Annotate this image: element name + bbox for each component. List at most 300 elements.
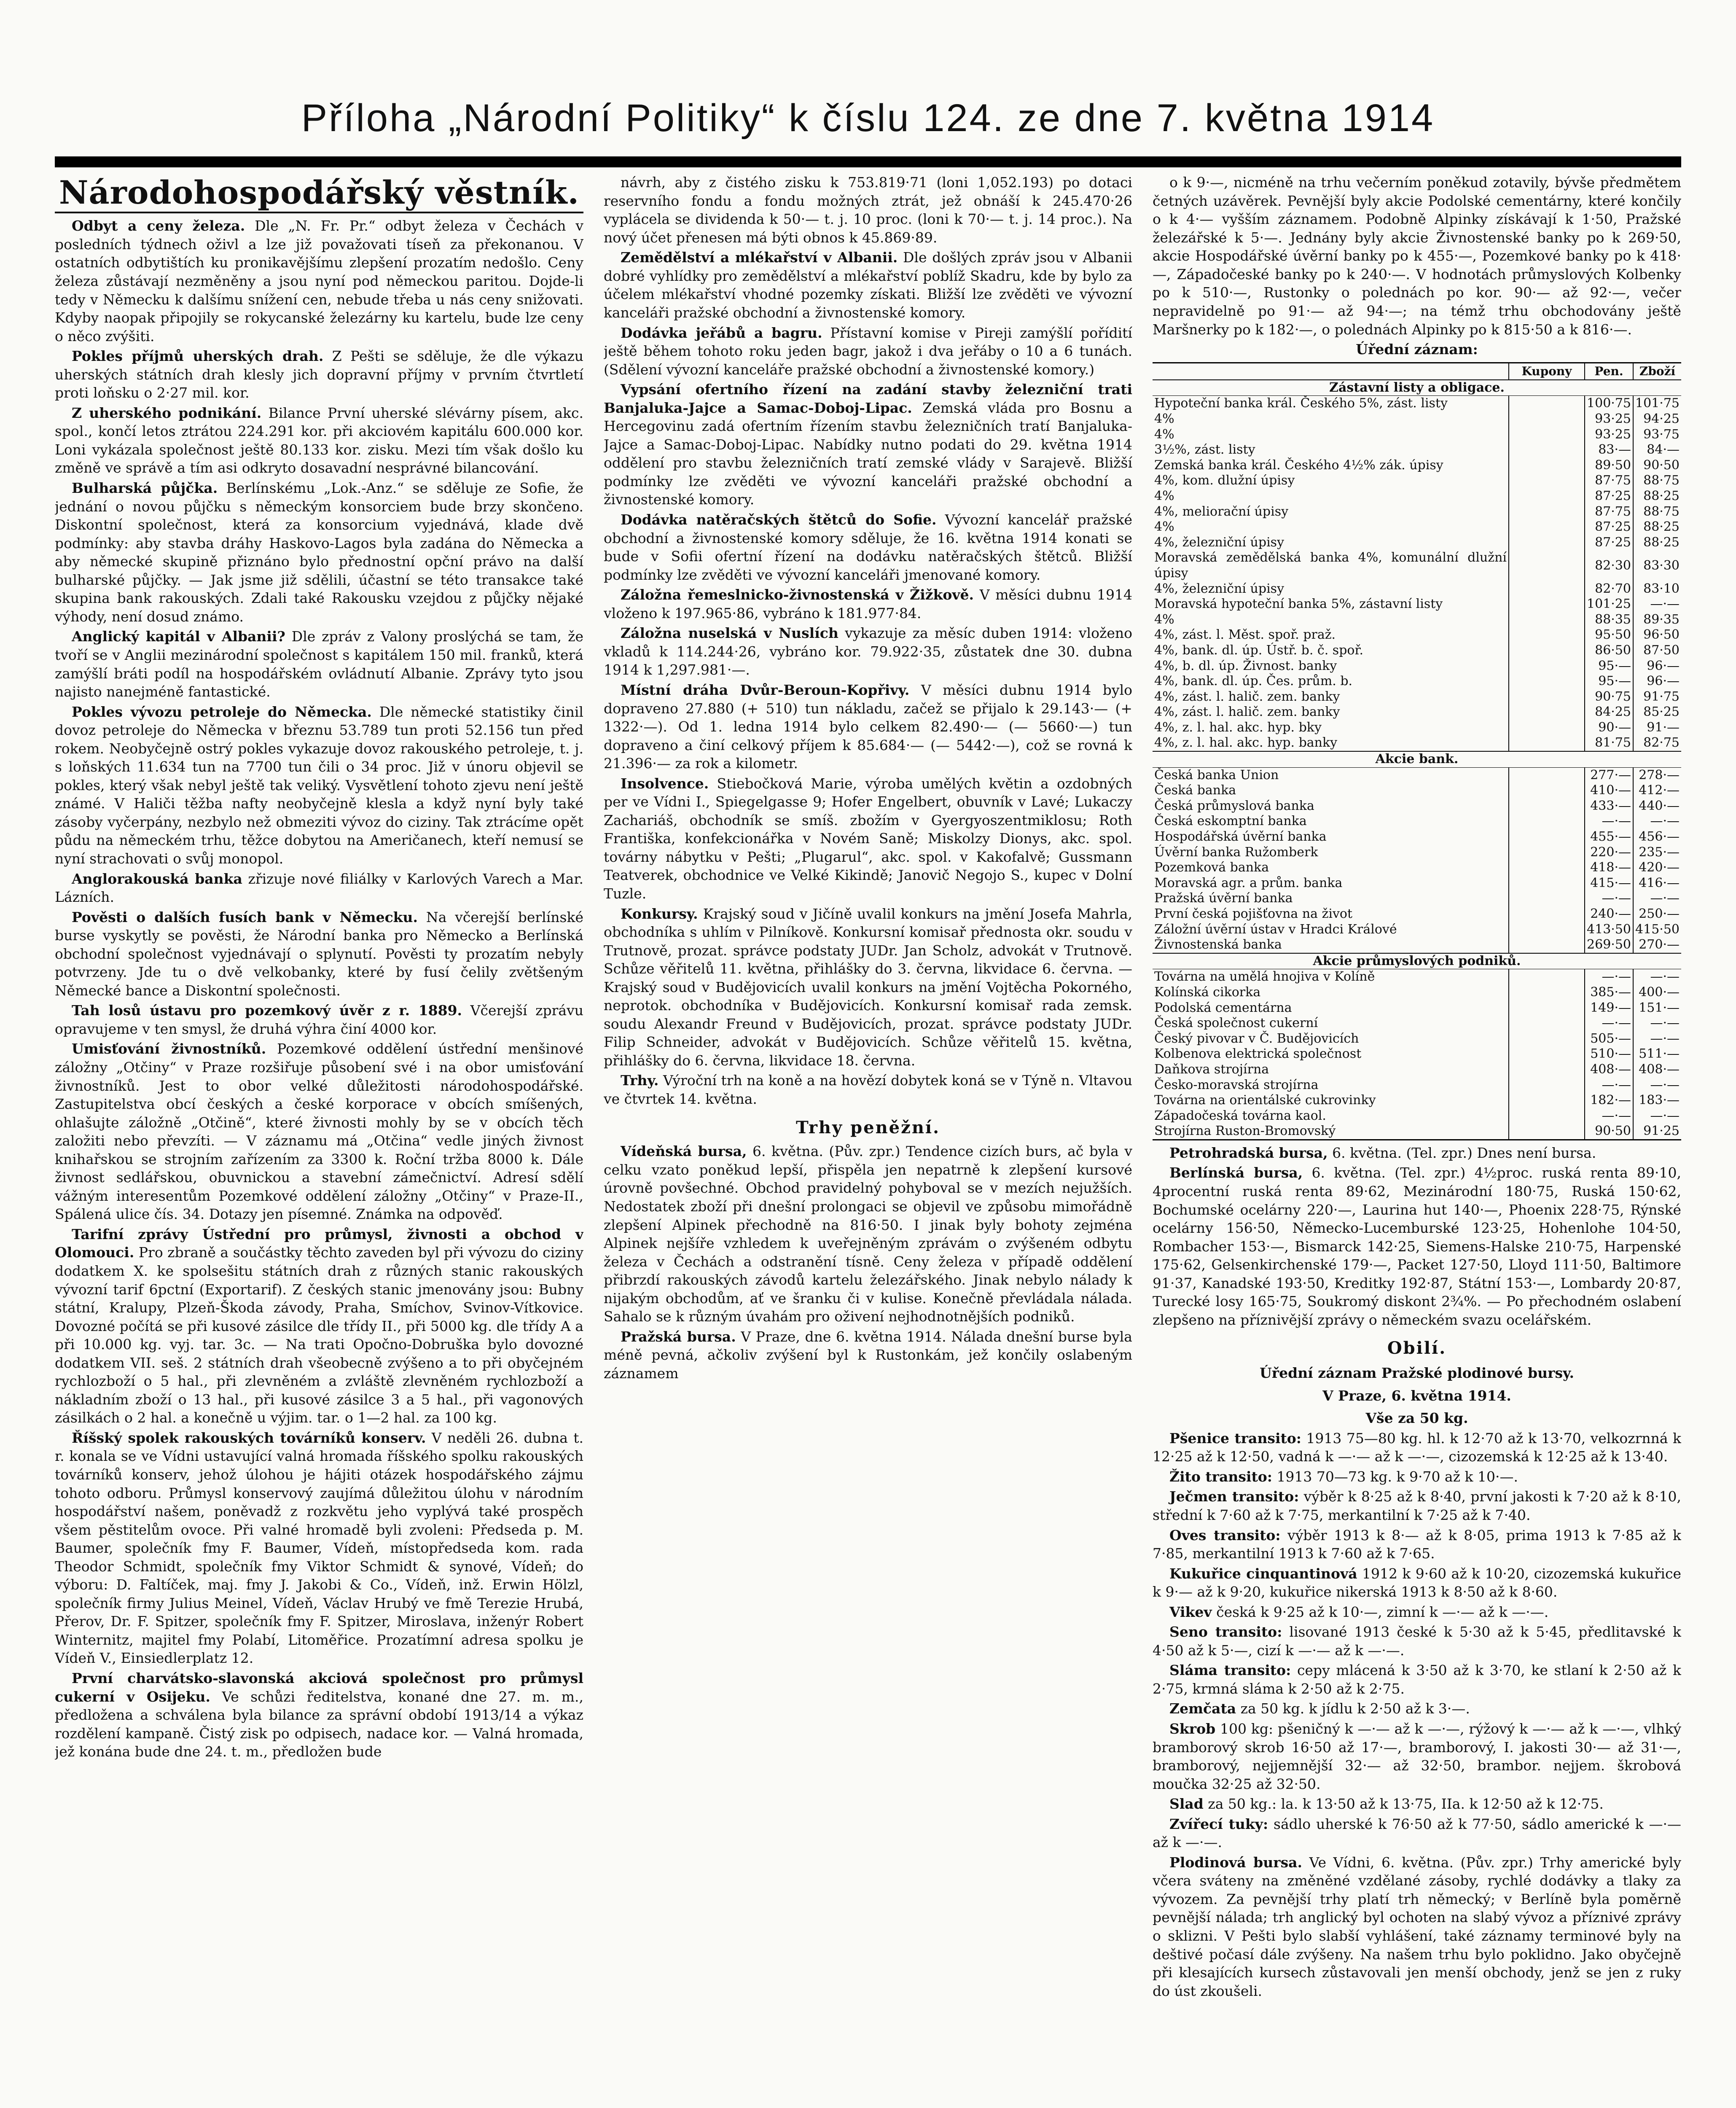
grain-item-title: Zemčata — [1169, 1700, 1236, 1717]
table-row — [1153, 597, 1681, 612]
security-name: 4%, zást. l. halič. zem. banky — [1154, 704, 1340, 720]
table-row — [1153, 814, 1681, 829]
news-item-title: Místní dráha Dvůr-Beroun-Kopřivy. — [621, 681, 910, 698]
ask-price: —·— — [1633, 1078, 1681, 1093]
news-item-title: Konkursy. — [621, 905, 698, 922]
ask-price: 91·75 — [1633, 689, 1681, 705]
bid-price: 240·— — [1585, 906, 1633, 922]
bid-price: —·— — [1585, 891, 1633, 906]
bid-price: 95·50 — [1585, 627, 1633, 643]
coupon-cell — [1509, 1031, 1585, 1047]
news-item — [55, 479, 583, 626]
grain-item — [1153, 1603, 1681, 1621]
market-item — [604, 1328, 1132, 1383]
coupon-cell — [1509, 922, 1585, 938]
security-name: Moravská agr. a prům. banka — [1154, 875, 1343, 890]
grain-item — [1153, 1468, 1681, 1486]
security-name: Kolínská cikorka — [1154, 984, 1261, 1000]
security-name: Česká průmyslová banka — [1154, 798, 1314, 813]
table-row — [1153, 489, 1681, 504]
bid-price: 410·— — [1585, 783, 1633, 799]
news-item — [55, 1669, 583, 1761]
grain-item-text: česká k 9·25 až k 10·—, zimní k —·— až k —·—. — [1216, 1603, 1549, 1620]
table-section-row — [1153, 953, 1681, 969]
bid-price: 87·75 — [1585, 473, 1633, 489]
security-name: Úvěrní banka Ružomberk — [1154, 844, 1318, 860]
ask-price: 83·10 — [1633, 581, 1681, 597]
ask-price: 91·25 — [1633, 1124, 1681, 1139]
market-item-text: 6. května. (Pův. zpr.) Tendence cizích burs, ač byla v celku vzato poněkud lepší, přispěla jen nepatrně k zlepšení kursové úrovně povšechné. Obchod pravidelný pohyboval se v mezích nejužších. Nedostatek zboží při dnešní prolongaci se objevil ve způsobu mimořádně zlepšení Alpinek přechodně na 816·50. I jinak byly bohoty zejména Alpinek nejšíře vzhledem k uveřejněným zprávám o zvýšeném odbytu železa v Čechách a odstranění tísně. Ceny železa v případě oddělení přibrzdí rakouských závodů kartelu železářského. Jinak nebylo nálady k nijakým obchodům, ať ve šranku či v kulise. Konečně převládala nálada. Sahalo se k různým úvahám pro oživení nejhodnotnějších podniků. — [604, 1143, 1132, 1325]
grain-item-title: Plodinová bursa. — [1169, 1854, 1303, 1871]
table-row — [1153, 735, 1681, 751]
news-item-title: Anglický kapitál v Albanii? — [72, 628, 285, 645]
table-row — [1153, 581, 1681, 597]
news-item — [604, 905, 1132, 1070]
market-item-text: V Praze, dne 6. května 1914. Nálada dnešní burse byla méně pevná, ačkoliv zvýšení byl k Rustonkám, jež končily oslabeným záznamem — [604, 1328, 1132, 1382]
bid-price: 418·— — [1585, 860, 1633, 876]
bid-price: 82·70 — [1585, 581, 1633, 597]
coupon-cell — [1509, 659, 1585, 674]
security-name: Česko-moravská strojírna — [1154, 1077, 1319, 1092]
table-row — [1153, 704, 1681, 720]
grain-item-text: 1913 70—73 kg. k 9·70 až k 10·—. — [1276, 1468, 1518, 1485]
news-item — [55, 1225, 583, 1427]
table-row — [1153, 1062, 1681, 1078]
table-row — [1153, 1093, 1681, 1108]
news-item-title: Dodávka jeřábů a bagru. — [621, 324, 822, 341]
news-item-text: Včerejší zprávu opravujeme v ten smysl, že druhá výhra činí 4000 kor. — [55, 1002, 583, 1037]
grain-item-text: za 50 kg. k jídlu k 2·50 až k 3·—. — [1240, 1700, 1470, 1717]
table-section-row — [1153, 751, 1681, 767]
bid-price: —·— — [1585, 969, 1633, 985]
ask-price: —·— — [1633, 891, 1681, 906]
grain-item-title: Žito transito: — [1169, 1468, 1272, 1485]
security-name: Pražská úvěrní banka — [1154, 891, 1293, 906]
coupon-cell — [1509, 937, 1585, 953]
table-row — [1153, 1016, 1681, 1031]
grain-item-text: 1913 75—80 kg. hl. k 12·70 až k 13·70, velkozrnná k 12·25 až k 12·50, vadná k —·— až k —·—, cizozemská k 12·25 až k 13·40. — [1153, 1430, 1681, 1465]
grain-item-text: výběr 1913 k 8·— až k 8·05, prima 1913 k 7·85 až k 7·85, merkantilní 1913 k 7·60 až k 7·65. — [1153, 1527, 1681, 1562]
news-item-text: Berlínskému „Lok.-Anz.“ se sděluje ze Sofie, že jednání o novou půjčku s německým konsorciem bude brzy skončeno. Diskontní společnost, která za konsorcium vyjednává, klade dvě podmínky: aby stavba dráhy Haskovo-Lagos byla zadána do Německa a aby německé skupině přiznáno bylo přednostní opční právo na další bulharské půjčky. — Jak jsme již sdělili, účastní se této transakce také skupina bank rakouských. Zdali také Rakousku vzejdou z půjčky nějaké výhody, není dosud známo. — [55, 480, 583, 625]
grain-item-text: Ve Vídni, 6. května. (Pův. zpr.) Trhy americké byly včera sváteny na změněné vzdělané zásoby, rychlé dodávky a tlaky za vývozem. Za pevnější trhy platí trh německý; v Berlíně byla poměrně pevnější nálada; trh anglický byl ochoten na slabý vývoz a příznivé zprávy o sklizni. V Pešti bylo slabší vyhlášení, také záznamy terminové byly na deštivé počasí dále zvýšeny. Na našem trhu bylo poklidno. Jako obyčejně při klesajících kursech zůstavovali jen menší obchody, jenž se jen z ruky do úst zkoušeli. — [1153, 1854, 1681, 1999]
table-row — [1153, 1000, 1681, 1016]
security-name: Západočeská továrna kaol. — [1154, 1108, 1326, 1123]
security-name: Daňkova strojírna — [1154, 1062, 1269, 1077]
ask-price: 91·— — [1633, 720, 1681, 736]
bid-price: 81·75 — [1585, 735, 1633, 751]
bid-price: 415·— — [1585, 876, 1633, 891]
grain-item-title: Oves transito: — [1169, 1527, 1281, 1543]
security-name: 4% — [1154, 519, 1174, 535]
news-item — [55, 908, 583, 1000]
security-name: Zemská banka král. Českého 4½% zák. úpisy — [1154, 457, 1443, 473]
market-item-title: Vídeňská bursa, — [621, 1143, 747, 1160]
grain-item-text: za 50 kg.: la. k 13·50 až k 13·75, IIa. k 12·50 až k 12·75. — [1208, 1796, 1604, 1812]
column-2-intro: návrh, aby z čistého zisku k 753.819·71 (loni 1,052.193) po dotaci reservního fondu a fondu možných ztrát, jež obnáší k 245.470·26 vyplácela se dividenda k 50·— t. j. 10 proc. (loni k 70·— t. j. 14 proc.). Na nový účet přenesen má býti obnos k 45.869·89. — [604, 174, 1132, 246]
table-row — [1153, 659, 1681, 674]
table-row — [1153, 396, 1681, 411]
news-item-text: Dle „N. Fr. Pr.“ odbyt železa v Čechách v posledních týdnech oživl a lze již považovati tíseň za překonanou. V ostatních odbytištích ku pronikavějšímu zlepšení prozatím nedošlo. Ceny železa zůstávají nezměněny a jsou nyní pod německou paritou. Dojde-li tedy v Německu k dalšímu snížení cen, nebude třeba u nás ceny snižovati. Kdyby naopak připojily se rokycanské železárny ku kartelu, bude lze ceny o něco zvýšiti. — [55, 218, 583, 344]
news-item — [604, 624, 1132, 679]
ask-price: 88·25 — [1633, 489, 1681, 504]
coupon-cell — [1509, 550, 1585, 581]
grain-item-title: Skrob — [1169, 1721, 1216, 1737]
ask-price: 85·25 — [1633, 704, 1681, 720]
table-row — [1153, 969, 1681, 985]
table-row — [1153, 922, 1681, 938]
ask-price: 151·— — [1633, 1000, 1681, 1016]
news-item-text: Ve schůzi ředitelstva, konané dne 27. m. m., předložena a schválena byla bilance za správní období 1913/14 a výkaz rozdělení kampaně. Čistý zisk po odpisech, nadace kor. — Valná hromada, jež konána bude dne 24. t. m., předložen bude — [55, 1688, 583, 1760]
coupon-cell — [1509, 876, 1585, 891]
ask-price: 88·75 — [1633, 473, 1681, 489]
ask-price: 89·35 — [1633, 612, 1681, 628]
masthead: Příloha „Národní Politiky“ k číslu 124. ze dne 7. května 1914 — [301, 97, 1435, 140]
ask-price: 90·50 — [1633, 458, 1681, 473]
news-item-text: Bilance První uherské slévárny písem, akc. spol., končí letos ztrátou 224.291 kor. při akciovém kapitálu 600.000 kor. Loni vykázala společnost ještě 80.133 kor. zisku. Mezi tím však došlo ku změně ve správě a tím asi odkryto dosavadní nesprávné bilancování. — [55, 404, 583, 476]
ask-price: 440·— — [1633, 799, 1681, 814]
coupon-cell — [1509, 535, 1585, 551]
grain-subheading: Úřední záznam Pražské plodinové bursy. — [1260, 1365, 1574, 1382]
news-item — [55, 217, 583, 345]
coupon-cell — [1509, 1000, 1585, 1016]
ask-price: 420·— — [1633, 860, 1681, 876]
rates-table-wrap — [1153, 362, 1681, 1140]
table-row — [1153, 458, 1681, 473]
column-3-intro: o k 9·—, nicméně na trhu večerním poněkud zotavily, bývše předmětem četných uzávěrek. Pevnější byly akcie Podolské cementárny, které končily o k 4·— vyšším záznamem. Podobně Alpinky získávají k 1·50, Pražské železářské k 5·—. Jednány byly akcie Živnostenské banky po k 269·50, akcie Hospodářské úvěrní banky po k 455·—, Pozemkové banky po k 418·—, Západočeské banky po k 240·—. V hodnotách průmyslových Kolbenky po k 510·—, Rustonky o polednách po kor. 90·— až 92·—, večer nepravidelně po 91·— až 94·—; na témž trhu obchodovány ještě Maršnerky po k 182·—, o polednách Alpinky po k 815·50 a k 816·—. — [1153, 174, 1681, 338]
coupon-cell — [1509, 643, 1585, 659]
grain-item — [1153, 1815, 1681, 1852]
ask-price: 408·— — [1633, 1062, 1681, 1078]
news-item-text: Pozemkové oddělení ústřední menšinové záložny „Otčiny“ v Praze rozšiřuje působení své i na obor umisťování živnostníků. Jest to obor velké důležitosti národohospodářské. Zastupitelstva obcí českých a české korporace v obcích smíšených, ohlašujte záložně „Otčině“, které živnosti mohly by se v obcích těch založiti nebo převzíti. — V záznamu má „Otčina“ vedle jiných živnost knihařskou se strojním zařízením za 3300 k. Roční tržba 8000 k. Dále živnost sedlářskou, obuvnickou a stavební zámečnictví. Adresí sdělí vážným interesentům Pozemkové oddělení záložny „Otčiny“ v Praze-II., Spálená ulice čís. 34. Dotazy jen písemné. Známka na odpověď. — [55, 1041, 583, 1223]
coupon-cell — [1509, 612, 1585, 628]
coupon-cell — [1509, 783, 1585, 799]
security-name: 4%, kom. dlužní úpisy — [1154, 473, 1295, 488]
news-item — [604, 511, 1132, 584]
coupon-cell — [1509, 906, 1585, 922]
grain-item — [1153, 1699, 1681, 1718]
bid-price: 87·25 — [1585, 519, 1633, 535]
security-name: 4%, z. l. hal. akc. hyp. banky — [1154, 735, 1338, 750]
news-item-title: Umisťování živnostníků. — [72, 1041, 266, 1057]
bid-price: 84·25 — [1585, 704, 1633, 720]
bid-price: 87·25 — [1585, 535, 1633, 551]
grain-item — [1153, 1526, 1681, 1563]
grain-item — [1153, 1565, 1681, 1601]
coupon-cell — [1509, 814, 1585, 829]
grain-item-title: Sláma transito: — [1169, 1662, 1291, 1679]
news-item-text: Přístavní komise v Pireji zamýšlí pořídití ještě během tohoto roku jeden bagr, jakož i dva jeřáby o 10 a 6 tunách. (Sdělení vývozní kanceláře pražské obchodní a živnostenské komory.) — [604, 324, 1132, 378]
news-item-text: Krajský soud v Jičíně uvalil konkurs na jmění Josefa Mahrla, obchodníka s uhlím v Pilníkově. Konkursní komisař přednosta okr. soudu v Trutnově, prozat. správce podstaty JUDr. Jan Scholz, advokát v Trutnově. Schůze věřitelů 11. května, přihlášky do 3. června, likvidace 6. června. — Krajský soud v Budějovicích uvalil konkurs na jmění Vojtěcha Pokorného, neprotok. obchodníka v Budějovicích. Konkursní komisař rada zemsk. soudu Alexandr Freund v Budějovicích, prozat. správce podstaty JUDr. Filip Schneider, advokát v Budějovicích. Schůze věřitelů 15. května, přihlášky do 6. června, likvidace 18. června. — [604, 905, 1132, 1069]
coupon-cell — [1509, 597, 1585, 612]
bid-price: 433·— — [1585, 799, 1633, 814]
bid-price: 182·— — [1585, 1093, 1633, 1108]
bourse-item — [1153, 1144, 1681, 1162]
news-item — [55, 1040, 583, 1223]
news-item — [604, 1071, 1132, 1108]
ask-price: —·— — [1633, 1016, 1681, 1031]
ask-price: 84·— — [1633, 442, 1681, 458]
news-item-title: Z uherského podnikání. — [72, 404, 262, 421]
security-name: Továrna na orientálské cukrovinky — [1154, 1093, 1376, 1108]
table-row — [1153, 1124, 1681, 1139]
news-item — [55, 870, 583, 906]
table-row — [1153, 720, 1681, 736]
coupon-cell — [1509, 860, 1585, 876]
table-row — [1153, 504, 1681, 520]
news-item-title: Odbyt a ceny železa. — [72, 218, 245, 234]
grain-item-text: lisované 1913 české k 5·30 až k 5·45, předlitavské k 4·50 až k 5·—, cizí k —·— až k —·—. — [1153, 1624, 1681, 1659]
table-row — [1153, 876, 1681, 891]
news-item — [604, 324, 1132, 379]
coupon-cell — [1509, 581, 1585, 597]
news-item-title: První charvátsko-slavonská akciová společnost pro průmysl cukerní v Osijeku. — [55, 1670, 583, 1705]
news-item-text: Dle německé statistiky činil dovoz petroleje do Německa v březnu 53.789 tun proti 52.156 tun před rokem. Neobyčejně ostrý pokles vykazuje dovoz rakouského petroleje, t. j. s loňských 11.634 tun na 7700 tun čili o 34 proc. Již v únoru objevil se pokles, který však nebyl ještě tak veliký. Vysvětlení tohoto zjevu není ještě známé. V Haliči těžba nafty neobyčejně klesla a když nyní byly také zásoby vyčerpány, nezbylo než obmeziti vývoz do ciziny. Tak ztrácíme opět půdu na německém trhu, těžce dobytou na Američanech, kteří nemusí se nyní strachovati o svůj monopol. — [55, 703, 583, 867]
coupon-cell — [1509, 969, 1585, 985]
grain-item-text: cepy mlácená k 3·50 až k 3·70, ke stlaní k 2·50 až k 2·75, krmná sláma k 2·50 až k 2·75. — [1153, 1662, 1681, 1697]
news-item-title: Pověsti o dalších fusích bank v Německu. — [72, 909, 418, 925]
grain-item — [1153, 1661, 1681, 1698]
news-item — [604, 586, 1132, 622]
grain-item — [1153, 1853, 1681, 2000]
bid-price: 385·— — [1585, 985, 1633, 1000]
security-name: Podolská cementárna — [1154, 1000, 1292, 1015]
ask-price: —·— — [1633, 1031, 1681, 1047]
news-item-title: Bulharská půjčka. — [72, 480, 218, 497]
column-2 — [604, 173, 1132, 2108]
security-name: 4%, železniční úpisy — [1154, 535, 1285, 550]
security-name: Česká eskomptní banka — [1154, 814, 1307, 829]
security-name: Česká banka Union — [1154, 767, 1279, 782]
news-item-text: Výroční trh na koně a na hovězí dobytek koná se v Týně n. Vltavou ve čtvrtek 14. května. — [604, 1072, 1132, 1107]
bid-price: 86·50 — [1585, 643, 1633, 659]
coupon-cell — [1509, 442, 1585, 458]
ask-price: 412·— — [1633, 783, 1681, 799]
news-item-text: vykazuje za měsíc duben 1914: vloženo vkladů k 114.244·26, vybráno kor. 79.922·35, zůstatek dne 30. dubna 1914 k 1,297.981·—. — [604, 625, 1132, 678]
grain-item — [1153, 1720, 1681, 1793]
security-name: Hospodářská úvěrní banka — [1154, 829, 1327, 844]
table-row — [1153, 985, 1681, 1000]
coupon-cell — [1509, 1124, 1585, 1139]
news-item-title: Insolvence. — [621, 775, 709, 792]
bid-price: 505·— — [1585, 1031, 1633, 1047]
security-name: 4% — [1154, 612, 1174, 627]
table-row — [1153, 829, 1681, 845]
table-row — [1153, 612, 1681, 628]
security-name: 4% — [1154, 488, 1174, 503]
bid-price: 90·75 — [1585, 689, 1633, 705]
table-section-row — [1153, 380, 1681, 396]
ask-price: 82·75 — [1633, 735, 1681, 751]
news-item-title: Říšský spolek rakouských továrníků konserv. — [72, 1429, 426, 1446]
table-row — [1153, 689, 1681, 705]
ask-price: 270·— — [1633, 937, 1681, 953]
news-item-title: Pokles vývozu petroleje do Německa. — [72, 703, 372, 720]
market-item-title: Pražská bursa. — [621, 1328, 736, 1345]
ask-price: —·— — [1633, 814, 1681, 829]
security-name: 4%, bank. dl. úp. Čes. prům. b. — [1154, 674, 1353, 689]
grain-item — [1153, 1623, 1681, 1659]
coupon-cell — [1509, 735, 1585, 751]
security-name: 4%, bank. dl. úp. Ústř. b. č. spoř. — [1154, 643, 1364, 658]
ask-price: 88·25 — [1633, 535, 1681, 551]
grain-item — [1153, 1429, 1681, 1466]
bid-price: 87·75 — [1585, 504, 1633, 520]
table-row — [1153, 473, 1681, 489]
security-name: Živnostenská banka — [1154, 937, 1282, 952]
coupon-cell — [1509, 627, 1585, 643]
bid-price: 90·— — [1585, 720, 1633, 736]
coupon-cell — [1509, 458, 1585, 473]
bid-price: —·— — [1585, 1078, 1633, 1093]
news-item-text: Vývozní kancelář pražské obchodní a živnostenské komory sděluje, že 16. května 1914 konati se bude v Sofii ofertní řízení na dodávku natěračských štětců. Bližší podmínky lze zvěděti ve vývozní kanceláři jmenované komory. — [604, 511, 1132, 583]
bourse-item — [1153, 1164, 1681, 1329]
money-markets-heading: Trhy peněžní. — [795, 1117, 941, 1137]
ask-price: 83·30 — [1633, 550, 1681, 581]
bid-price: 413·50 — [1585, 922, 1633, 938]
table-row — [1153, 1078, 1681, 1093]
market-item — [604, 1142, 1132, 1326]
security-name: Český pivovar v Č. Budějovicích — [1154, 1031, 1359, 1046]
coupon-cell — [1509, 1078, 1585, 1093]
bid-price: 95·— — [1585, 659, 1633, 674]
news-item — [55, 1429, 583, 1667]
coupon-cell — [1509, 891, 1585, 906]
bid-price: 90·50 — [1585, 1124, 1633, 1139]
coupon-cell — [1509, 1062, 1585, 1078]
bid-price: 269·50 — [1585, 937, 1633, 953]
coupon-cell — [1509, 799, 1585, 814]
bourse-item-text: 6. května. (Tel. zpr.) 4½proc. ruská renta 89·10, 4procentní ruská renta 89·62, Mezinárodní 180·75, Ruská 150·62, Bochumské ocelárny 220·—, Laurina hut 140·—, Phoenix 228·75, Rýnské ocelárny 156·50, Německo-Lucemburské 123·25, Hohenlohe 104·50, Rombacher 153·—, Bismarck 142·25, Siemens-Halske 210·75, Harpenské 175·62, Gelsenkirchenské 179·—, Packet 127·50, Lloyd 111·50, Baltimore 91·37, Kanadské 193·50, Kreditky 192·87, Státní 153·—, Lombardy 20·87, Turecké losy 165·75, Soukromý diskont 2¾%. — Po přechodném oslabení zlepšeno na příznivější zprávy o německém svazu ocelářském. — [1153, 1164, 1681, 1328]
ask-price: 278·— — [1633, 767, 1681, 783]
security-name: 4%, z. l. hal. akc. hyp. bky — [1154, 720, 1322, 735]
news-item-title: Záložna nuselská v Nuslích — [621, 625, 838, 642]
ask-price: 88·75 — [1633, 504, 1681, 520]
coupon-cell — [1509, 767, 1585, 783]
news-item-text: Dle došlých zpráv jsou v Albanii dobré vyhlídky pro zemědělství a mlékařství poblíž Skadru, kde by bylo za účelem mlékařství vhodné pozemky získati. Bližší lze zvěděti ve vývozní kanceláři pražské obchodní a živnostenské komory. — [604, 249, 1132, 321]
news-item-text: Zemská vláda pro Bosnu a Hercegovinu zadá ofertním řízením stavbu železničních tratí Banjaluka-Jajce a Samac-Doboj-Lipac. Nabídky nutno podati do 29. května 1914 oddělení pro stavbu železničních tratí zemské vlády v Sarajevě. Bližší podmínky lze zvěděti ve vývozní kanceláři pražské obchodní a živnostenské komory. — [604, 399, 1132, 508]
ask-price: —·— — [1633, 969, 1681, 985]
grain-item-text: výběr k 8·25 až k 8·40, první jakosti k 7·20 až k 8·10, střední k 7·60 až k 7·75, merkantilní k 7·25 až k 7·40. — [1153, 1488, 1681, 1523]
security-name: 4%, železniční úpisy — [1154, 581, 1285, 596]
bid-price: 149·— — [1585, 1000, 1633, 1016]
news-item-title: Vypsání ofertního řízení na zadání stavby železniční trati Banjaluka-Jajce a Samac-Doboj-Lipac. — [604, 381, 1132, 416]
grain-item-title: Kukuřice cinquantinová — [1169, 1565, 1357, 1582]
news-item — [604, 380, 1132, 509]
table-header-name — [1153, 363, 1509, 380]
bid-price: 510·— — [1585, 1046, 1633, 1062]
news-item — [55, 1001, 583, 1038]
table-row — [1153, 627, 1681, 643]
news-item — [604, 681, 1132, 773]
bid-price: 93·25 — [1585, 411, 1633, 427]
ask-price: 94·25 — [1633, 411, 1681, 427]
grain-item-title: Slad — [1169, 1796, 1204, 1812]
coupon-cell — [1509, 427, 1585, 443]
rates-table — [1153, 363, 1681, 1139]
table-row — [1153, 535, 1681, 551]
table-row — [1153, 674, 1681, 689]
bourse-item-title: Berlínská bursa, — [1169, 1164, 1303, 1181]
coupon-cell — [1509, 1016, 1585, 1031]
news-item-title: Zemědělství a mlékařství v Albanii. — [621, 249, 898, 266]
ask-price: 87·50 — [1633, 643, 1681, 659]
table-row — [1153, 783, 1681, 799]
security-name: Strojírna Ruston-Bromovský — [1154, 1124, 1336, 1139]
column-1 — [55, 173, 583, 2108]
security-name: Pozemková banka — [1154, 860, 1269, 875]
ask-price: 183·— — [1633, 1093, 1681, 1108]
security-name: Moravská hypoteční banka 5%, zástavní listy — [1154, 597, 1443, 612]
news-item-title: Záložna řemeslnicko-živnostenská v Žižkově. — [621, 586, 974, 603]
ask-price: 415·50 — [1633, 922, 1681, 938]
grain-item-title: Pšenice transito: — [1169, 1430, 1301, 1447]
coupon-cell — [1509, 1093, 1585, 1108]
security-name: Kolbenova elektrická společnost — [1154, 1046, 1362, 1062]
table-row — [1153, 767, 1681, 783]
ask-price: 416·— — [1633, 876, 1681, 891]
table-section-title: Zástavní listy a obligace. — [1153, 380, 1681, 396]
security-name: 4%, zást. l. halič. zem. banky — [1154, 689, 1340, 704]
official-record-label: Úřední záznam: — [1356, 341, 1478, 358]
coupon-cell — [1509, 1046, 1585, 1062]
table-header-coupons: Kupony — [1509, 363, 1585, 380]
grain-item-title: Seno transito: — [1169, 1624, 1282, 1640]
bourse-item-title: Petrohradská bursa, — [1169, 1144, 1328, 1161]
coupon-cell — [1509, 829, 1585, 845]
section-heading: Národohospodářský věstník. — [55, 173, 583, 213]
columns — [55, 173, 1681, 2108]
grain-item-text: sádlo uherské k 76·50 až k 77·50, sádlo americké k —·— až k —·—. — [1153, 1815, 1681, 1851]
coupon-cell — [1509, 845, 1585, 860]
bid-price: 88·35 — [1585, 612, 1633, 628]
grain-item — [1153, 1795, 1681, 1813]
coupon-cell — [1509, 720, 1585, 736]
news-item-text: Pro zbraně a součástky těchto zaveden byl při vývozu do ciziny dodatkem X. ke spolsešitu státních drah z různých stanic rakouských vývozní tarif 6pctní (Exportarif). Z českých stanic jmenovány jsou: Bubny státní, Kralupy, Plzeň-Škoda závody, Praha, Smíchov, Svinov-Vítkovice. Dovozné počítá se při kusové zásilce dle třídy II., při 5000 kg. dle třídy A a při 10.000 kg. vyj. tar. 3c. — Na trati Opočno-Dobruška bylo dovozné dodatkem VII. seš. 2 státních drah všeobecně zvýšeno a to při obyčejném rychlozboží o 5 hal., při zlevněném a zvláště zlevněném rychlozboží a nákladním zboží o 13 hal., při kusové zásilce 3 a 5 hal., při vagonových zásilkách o 2 hal. a konečně u výjim. tar. o 1—2 hal. za 100 kg. — [55, 1244, 583, 1426]
news-item — [55, 703, 583, 868]
news-item-text: Stiebočková Marie, výroba umělých květin a ozdobných per ve Vídni I., Spiegelgasse 9; Hofer Engelbert, obuvník v Lavé; Lukaczy Zachariáš, obchodník se smíš. zbožím v Gyergyoszentmiklosu; Roth Františka, konfekcionářka v Novém Saně; Miskolzy Dionys, akc. spol. továrny nábytku v Pešti; „Plugarul“, akc. spol. v Kakofalvě; Gussmann Teatverek, obchodnice ve Velké Kikindě; Janovič Negojo S., kupec v Dolní Tuzle. — [604, 775, 1132, 902]
bid-price: —·— — [1585, 1108, 1633, 1124]
grain-item-title: Vikev — [1169, 1603, 1212, 1620]
news-item-title: Pokles příjmů uherských drah. — [72, 348, 324, 365]
news-item-text: Z Pešti se sděluje, že dle výkazu uherských státních drah klesly jich dopravní příjmy v prvním čtvrtletí proti loňsku o 2·27 mil. kor. — [55, 348, 583, 401]
ask-price: 96·— — [1633, 674, 1681, 689]
security-name: 3½%, zást. listy — [1154, 442, 1255, 457]
bid-price: 89·50 — [1585, 458, 1633, 473]
table-row — [1153, 1046, 1681, 1062]
ask-price: —·— — [1633, 597, 1681, 612]
table-row — [1153, 845, 1681, 860]
ask-price: 93·75 — [1633, 427, 1681, 443]
bid-price: 95·— — [1585, 674, 1633, 689]
ask-price: 101·75 — [1633, 396, 1681, 411]
news-item-text: V neděli 26. dubna t. r. konala se ve Vídni ustavující valná hromada říšského spolku rakouských továrníků konserv, jehož úlohou je hájiti otázek hospodářského zájmu tohoto odboru. Průmysl konservový zaujímá důležitou úlohu v národním hospodářství našem, poněvadž z rozkvětu jeho vyplývá také prospěch všem pěstitelům ovoce. Při valné hromadě byli zvoleni: Předseda p. M. Baumer, společník fmy F. Baumer, Vídeň, místopředseda kom. rada Theodor Schmidt, společník fmy Viktor Schmidt & synové, Vídeň; do výboru: D. Faltíček, maj. fmy J. Jakobi & Co., Vídeň, inž. Erwin Hölzl, společník firmy Julius Meinel, Vídeň, Václav Hrubý ve fmě Terezie Hrubá, Přerov, Dr. F. Spitzer, společník fmy F. Spitzer, Miroslava, inženýr Robert Winternitz, majitel fmy Polabí, Litoměřice. Prozatímní adresa spolku je Vídeň V., Einsiedlerplatz 12. — [55, 1429, 583, 1667]
coupon-cell — [1509, 689, 1585, 705]
table-row — [1153, 860, 1681, 876]
security-name: Moravská zemědělská banka 4%, komunální dlužní úpisy — [1154, 550, 1507, 581]
bid-price: —·— — [1585, 1016, 1633, 1031]
news-item-text: Dle zpráv z Valony proslýchá se tam, že tvoří se v Anglii mezinárodní společnost s kapitálem 150 mil. franků, která zamýšlí bráti podíl na hospodářském ovládnutí Albanie. Zprávy tyto jsou najisto nanejméně fantastické. — [55, 628, 583, 700]
ask-price: 456·— — [1633, 829, 1681, 845]
bid-price: 87·25 — [1585, 489, 1633, 504]
news-item — [55, 627, 583, 701]
coupon-cell — [1509, 674, 1585, 689]
ask-price: 511·— — [1633, 1046, 1681, 1062]
news-item — [55, 347, 583, 402]
news-item-title: Trhy. — [621, 1072, 659, 1089]
bid-price: 455·— — [1585, 829, 1633, 845]
grain-heading: Obilí. — [1387, 1338, 1447, 1358]
security-name: Továrna na umělá hnojiva v Kolíně — [1154, 969, 1375, 984]
